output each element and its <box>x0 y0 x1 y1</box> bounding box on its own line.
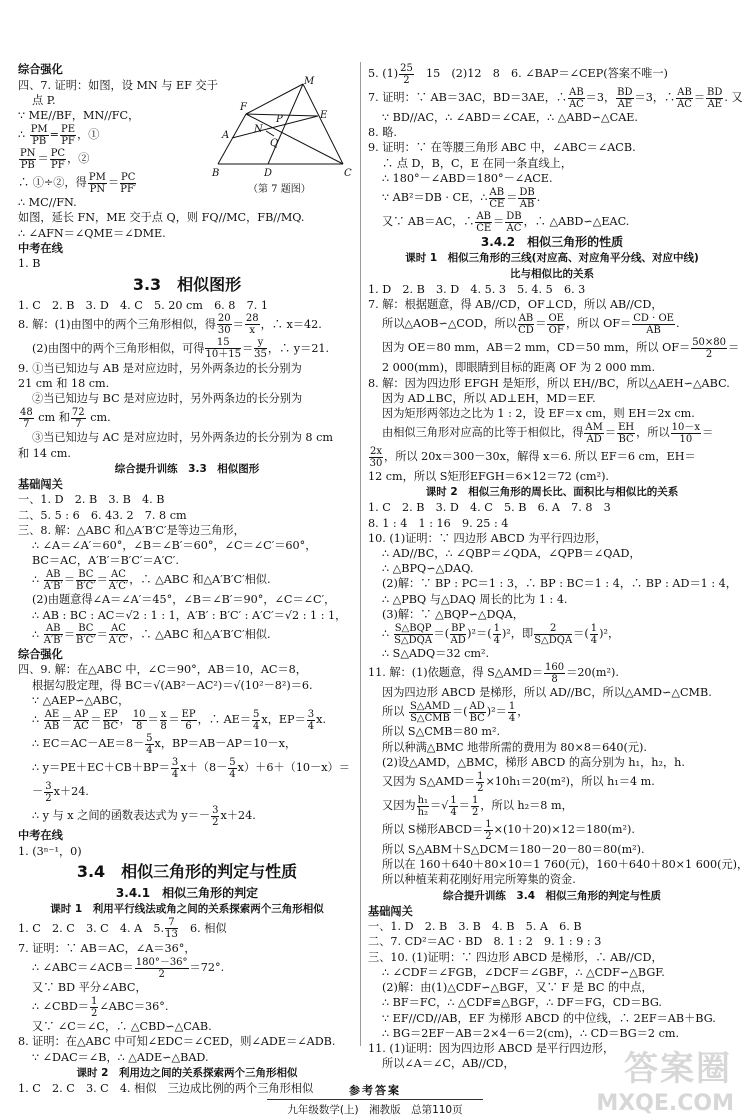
watermark-url: MXQE.COM <box>596 1091 734 1116</box>
text-line: (2)由题意得∠A＝∠A′＝45°，∠B＝∠B′＝90°，∠C＝∠C′， <box>32 593 336 607</box>
text-line: 1. B <box>18 257 41 271</box>
text-line: ∴ MC//FN. <box>18 196 77 210</box>
text-line: 因为 OE＝80 mm，AB＝2 mm，CD＝50 mm，所以 OF＝ $\frac{50\times 80}{2}$ ＝ <box>382 336 740 360</box>
text-line: ∵ BD//AC，∴ ∠ABD＝∠CAE，∴ △ABD∽△CAE. <box>382 111 638 124</box>
text-line: 1. D 2. B 3. D 4. 5. 3 5. 4. 5 6. 3 <box>368 283 586 297</box>
text-line: 7. 解：根据题意，得 AB//CD，OF⊥CD，所以 AB//CD， <box>368 298 663 312</box>
text-line: 所以种满△BMC 地带所需的费用为 80×8＝640(元). <box>382 740 647 754</box>
text-line: $\frac{2x}{30}$ ，所以 20x＝300－30x，解得 x＝6. 所以 EF＝6 cm，EH＝ <box>369 445 696 469</box>
text-line: ∵ △AEP∽△ABC， <box>32 693 130 707</box>
text-line: (2)解：由(1)△CDF∽△BGF，又∵ F 是 BC 的中点， <box>382 981 653 995</box>
text-line: ∴ AB : BC : AC＝√2 : 1 : 1，A′B′ : B′C′ : A′C′＝√2 : 1 : 1， <box>32 608 347 622</box>
text-line: ∴ BF＝FC，∴ △CDF≌△BGF，∴ DF＝FG，CD＝BG. <box>382 996 662 1010</box>
text-line: ∴ y 与 x 之间的函数表达式为 y＝－ $\frac{3}{2}$ x＋24. <box>32 804 256 828</box>
text-line: $\frac{48}{7}$ cm 和 $\frac{72}{7}$ cm. <box>20 406 111 430</box>
section-title-3-3: 3.3 相似图形 <box>132 274 242 294</box>
text-line: ∴ AD//BC，∴ ∠QBP＝∠QDA，∠QPB＝∠QAD， <box>382 547 641 561</box>
label-B: B <box>212 168 220 179</box>
text-line: 1. C 2. B 3. D 4. C 5. 20 cm 6. 8 7. 1 <box>18 298 268 312</box>
text-line: (2)设△AMD，△BMC，梯形 ABCD 的高分别为 h₁，h₂，h. <box>382 755 685 769</box>
text-line: 由相似三角形对应高的比等于相似比，得 $\frac{AM}{AD}$ ＝ $\frac{EH}{BC}$ ，所以 $\frac{10-x}{10}$ ＝ <box>382 421 714 445</box>
label-C: C <box>344 168 352 179</box>
heading-zonghe: 综合强化 <box>18 63 63 76</box>
footer-page-info: 九年级数学(上) 湘教版 总第110页 <box>267 1099 482 1117</box>
text-line: 所以 S△ABM＋S△DCM＝180－20－80＝80(m²). <box>382 843 645 857</box>
text-line: 所以 $\frac{\text{S△AMD}}{\text{S△CMB}}$ ＝( $\frac{AD}{BC}$ )²＝ $\frac{1}{4}$ ， <box>382 700 529 724</box>
text-line: 三、8. 解：△ABC 和△A′B′C′是等边三角形， <box>18 523 245 537</box>
label-P: P <box>276 114 283 125</box>
watermark-text: 答案圈 <box>624 1049 732 1089</box>
text-line: 所以在 160＋640＋80×10＝1 760(元)，160＋640＋80×1 600(元)， <box>382 858 749 872</box>
text-line: 四、9. 解：在△ABC 中，∠C＝90°，AB＝10，AC＝8， <box>18 663 307 677</box>
subsection-title: 综合提升训练 3.4 相似三角形的判定与性质 <box>442 889 662 902</box>
text-line: ∴ ①÷②，得 $\frac{PM}{PN}$ ＝ $\frac{PC}{PF'}$ <box>18 171 137 195</box>
subsection-title: 综合提升训练 3.3 相似图形 <box>114 462 260 475</box>
text-line: 因为四边形 ABCD 是梯形，所以 AD//BC，所以△AMD∽△CMB. <box>382 686 712 700</box>
column-divider <box>360 62 361 1046</box>
text-line: 三、10. (1)证明：∵ 四边形 ABCD 是梯形，∴ AB//CD， <box>368 950 663 964</box>
text-line: BC＝AC，A′B′＝B′C′＝A′C′. <box>32 554 179 568</box>
text-line: 点 P. <box>32 93 56 107</box>
text-line: ∴ △PBQ 与△DAQ 周长的比为 1 : 4. <box>382 592 568 606</box>
text-line: ∴ 180°－∠ABD＝180°－∠ACE. <box>382 171 553 185</box>
footer-title: 参考答案 <box>349 1084 401 1097</box>
text-line: 7. 证明：∵ AB＝AC，∠A＝36°， <box>18 941 196 955</box>
text-line: ∵ AB²＝DB · CE，∴ $\frac{AB}{CE}$ ＝ $\frac{DB}{AB}$ . <box>382 186 541 210</box>
text-line: 8. 解：(1)由图中的两个三角形相似，得 $\frac{20}{30}$ ＝ $\frac{28}{x}$ ，∴ x＝42. <box>18 313 322 337</box>
text-line: － $\frac{3}{2}$ x＋24. <box>32 780 89 804</box>
text-line: 2 000(mm)，即眼睛到目标的距离 OF 为 2 000 mm. <box>382 361 655 375</box>
text-line: ∴ 点 D，B，C，E 在同一条直线上， <box>382 156 573 170</box>
text-line: 所以种植茉莉花刚好用完所筹集的资金. <box>382 873 576 887</box>
text-line: 一、1. D 2. B 3. B 4. B 5. A 6. B <box>368 920 582 934</box>
text-line: $\frac{PN}{PB}$ ＝ $\frac{PC}{PF}$ ，② <box>20 147 90 171</box>
lesson-title: 课时 2 相似三角形的周长比、面积比与相似比的关系 <box>425 486 679 499</box>
text-line: ②当已知边与 BC 是对应边时，另外两条边的长分别为 <box>32 392 303 406</box>
subsection-title-3-4-2: 3.4.2 相似三角形的性质 <box>480 235 624 250</box>
watermark-logo <box>582 1048 742 1118</box>
text-line: ∴ ∠AFN＝∠QME＝∠DME. <box>18 226 166 240</box>
text-line: ∴ y＝PE＋EC＋CB＋BP＝ $\frac{3}{4}$ x＋（8－ $\frac{5}{4}$ x）＋6＋（10－x）＝ <box>32 756 350 780</box>
text-line: ∴ EC＝AC－AE＝8－ $\frac{5}{4}$ x，BP＝AB－AP＝10－x， <box>32 732 297 756</box>
lesson-title: 课时 1 利用平行线法或角之间的关系探索两个三角形相似 <box>50 902 324 915</box>
text-line: ∴ $\frac{AB}{A'B'}$ ＝ $\frac{BC}{B'C'}$ ＝ $\frac{AC}{A'C'}$ ，∴ △ABC 和△A′B′C′相似. <box>32 568 271 592</box>
text-line: 二、7. CD²＝AC · BD 8. 1 : 2 9. 1 : 9 : 3 <box>368 935 602 949</box>
text-line: 1. C 2. C 3. C 4. 相似 三边成比例的两个三角形相似 <box>18 1081 314 1095</box>
text-line: 11. 解：(1)依题意，得 S△AMD＝ $\frac{160}{8}$ ＝20(m²). <box>368 661 619 685</box>
text-line: 12 cm，所以 S矩形EFGH＝6×12＝72 (cm²). <box>368 470 609 484</box>
text-line: ∵ EF//CD//AB，EF 为梯形 ABCD 的中位线，∴ 2EF＝AB＋BG. <box>382 1011 716 1025</box>
label-A: A <box>222 130 230 141</box>
text-line: ∴ ∠A＝∠A′＝60°，∠B＝∠B′＝60°，∠C＝∠C′＝60°， <box>32 539 317 553</box>
text-line: ∴ △BPQ∽△DAQ. <box>382 562 474 576</box>
label-D: D <box>264 168 273 179</box>
text-line: ③当已知边与 AC 是对应边时，另外两条边的长分别为 8 cm <box>32 431 333 445</box>
figure-7-diagram <box>208 76 358 196</box>
label-N: N <box>254 124 263 135</box>
heading-zhongkao: 中考在线 <box>18 241 63 255</box>
text-line: 5. (1) $\frac{25}{2}$ 15 (2)12 8 6. ∠BAP＝∠CEP(答案不唯一) <box>368 62 668 86</box>
text-line: 所以∠A＝∠C，AB//CD， <box>382 1057 515 1071</box>
text-line: 又因为 $\frac{\text{h₁}}{\text{h₂}}$ ＝√ $\frac{1}{4}$ ＝ $\frac{1}{2}$ ，所以 h₂＝8 m， <box>382 794 573 818</box>
text-line: 1. (3ⁿ⁻¹，0) <box>18 844 82 858</box>
text-line: 9. ①当已知边与 AB 是对应边时，另外两条边的长分别为 <box>18 361 302 375</box>
text-line: 所以 S△CMB＝80 m². <box>382 725 501 739</box>
text-line: 四、7. 证明：如图，设 MN 与 EF 交于 <box>18 78 218 92</box>
lesson-title: 课时 1 相似三角形的三线(对应高、对应角平分线、对应中线) <box>405 252 699 265</box>
text-line: ∴ S△ADQ＝32 cm². <box>382 647 490 661</box>
text-line: 21 cm 和 18 cm. <box>18 377 110 391</box>
text-line: ∴ ∠CDF＝∠FGB，∠DCF＝∠GBF，∴ △CDF∽△BGF. <box>382 965 665 979</box>
text-line: 7. 证明：∵ AB＝3AC，BD＝3AE，∴ $\frac{AB}{AC}$ ＝3， $\frac{BD}{AE}$ ＝3，∴ $\frac{AB}{AC}$ ＝ $\frac{BD}{AE}$ . 又 <box>368 86 743 110</box>
text-line: 因为矩形两邻边之比为 1 : 2，设 EF＝x cm，则 EH＝2x cm. <box>382 407 695 421</box>
text-line: ∴ $\frac{AE}{AB}$ ＝ $\frac{AP}{AC}$ ＝ $\frac{EP}{BC}$ ， $\frac{10}{8}$ ＝ $\frac{x}{8}$ ＝ $\frac{EP}{6}$ ，∴ AE＝ $\frac{5}{4}$ x，EP＝ $\frac{3}{4}$ x. <box>32 708 327 732</box>
text-line: 8. 证明：在△ABC 中可知∠EDC＝∠CED，则∠ADE＝∠ADB. <box>18 1035 336 1049</box>
heading-zhongkao: 中考在线 <box>18 829 63 843</box>
subsection-title-3-4-1: 3.4.1 相似三角形的判定 <box>115 885 259 900</box>
text-line: 1. C 2. B 3. D 4. C 5. B 6. A 7. 8 3 <box>368 501 611 515</box>
text-line: 11. (1)证明：因为四边形 ABCD 是平行四边形， <box>368 1041 615 1055</box>
label-E: E <box>320 110 328 121</box>
text-line: ∵ ∠DAC＝∠B，∴ △ADE∽△BAD. <box>32 1050 209 1064</box>
heading-jichu: 基础闯关 <box>18 477 63 491</box>
geometry-figure <box>208 76 358 196</box>
lesson-title: 比与相似比的关系 <box>510 268 594 281</box>
heading-zonghe: 综合强化 <box>18 647 63 661</box>
text-line: ∴ $\frac{\text{S△BQP}}{\text{S△DQA}}$ ＝( $\frac{BP}{AD}$ )²＝( $\frac{1}{4}$ )²，即 $\frac{2}{\text{S△DQA}}$ ＝( $\frac{1}{4}$ )²， <box>382 622 620 646</box>
text-line: (2)由图中的两个三角形相似，可得 $\frac{15}{10+15}$ ＝ $\frac{y}{35}$ ，∴ y＝21. <box>32 337 330 361</box>
text-line: ∵ ME//BF，MN//FC， <box>18 109 140 122</box>
text-line: ∴ BG＝2EF－AB＝2×4－6＝2(cm)，∴ CD＝BG＝2 cm. <box>382 1026 680 1040</box>
section-title-3-4: 3.4 相似三角形的判定与性质 <box>76 861 298 881</box>
text-line: 10. (1)证明：∵ 四边形 ABCD 为平行四边形， <box>368 531 607 545</box>
label-F: F <box>240 102 247 113</box>
text-line: 又因为 S△AMD＝ $\frac{1}{2}$ ×10h₁＝20(m²)，所以 h₁＝4 m. <box>382 770 655 794</box>
text-line: 1. C 2. C 3. C 4. A 5. $\frac{7}{13}$ 6. 相似 <box>18 917 227 941</box>
text-line: 根据勾股定理，得 BC＝√(AB²－AC²)＝√(10²－8²)＝6. <box>32 678 313 692</box>
label-Q: Q <box>270 138 279 149</box>
text-line: 又∵ ∠C＝∠C，∴ △CBD∽△CAB. <box>32 1020 212 1034</box>
text-line: 二、5. 5 : 6 6. 43. 2 7. 8 cm <box>18 508 187 522</box>
text-line: 一、1. D 2. B 3. B 4. B <box>18 493 165 507</box>
text-line: (2)解：∵ BP : PC＝1 : 3，∴ BP : BC＝1 : 4，∴ BP : AD＝1 : 4， <box>382 577 737 591</box>
lesson-title: 课时 2 利用边之间的关系探索两个三角形相似 <box>76 1066 298 1079</box>
text-line: 又∵ BD 平分∠ABC， <box>32 981 147 995</box>
text-line: ∴ ∠CBD＝ $\frac{1}{2}$ ∠ABC＝36°. <box>32 995 169 1019</box>
text-line: ∴ $\frac{AB}{A'B'}$ ＝ $\frac{BC}{B'C'}$ ＝ $\frac{AC}{A'C'}$ ，∴ △ABC 和△A′B′C′相似. <box>32 623 271 647</box>
text-line: 又∵ AB＝AC，∴ $\frac{AB}{CE}$ ＝ $\frac{DB}{AC}$ ，∴ △ABD∽△EAC. <box>382 210 630 234</box>
left-column <box>18 62 356 1095</box>
text-line: 8. 解：因为四边形 EFGH 是矩形，所以 EH//BC，所以△AEH∽△ABC. <box>368 376 730 390</box>
text-line: 8. 略. <box>368 126 397 140</box>
text-line: 如图，延长 FN，ME 交于点 Q，则 FQ//MC，FB//MQ. <box>18 211 305 225</box>
label-M: M <box>304 76 315 87</box>
text-line: (3)解：∵ △BQP∽△DQA， <box>382 607 524 621</box>
text-line: ∴ $\frac{PM}{PB}$ = $\frac{PE}{PF}$ ，① <box>18 123 100 147</box>
text-line: 因为 AD⊥BC，所以 AD⊥EH，MD＝EF. <box>382 391 596 405</box>
text-line: ∴ ∠ABC＝∠ACB＝ $\frac{180^\circ-36^\circ}{2}$ ＝72°. <box>32 956 225 980</box>
text-line: 所以△AOB∽△COD，所以 $\frac{AB}{CD}$ ＝ $\frac{OE}{OF}$ ，所以 OF＝ $\frac{CD \cdot OE}{AB}$ . <box>382 312 680 336</box>
heading-jichu: 基础闯关 <box>368 904 413 918</box>
text-line: 和 14 cm. <box>18 446 71 460</box>
text-line: 8. 1 : 4 1 : 16 9. 25 : 4 <box>368 516 509 530</box>
text-line: 所以 S梯形ABCD＝ $\frac{1}{2}$ ×(10＋20)×12＝180(m²). <box>382 818 635 842</box>
figure-caption: （第 7 题图） <box>248 184 311 195</box>
text-line: 9. 证明：∵ 在等腰三角形 ABC 中，∠ABC＝∠ACB. <box>368 141 636 155</box>
